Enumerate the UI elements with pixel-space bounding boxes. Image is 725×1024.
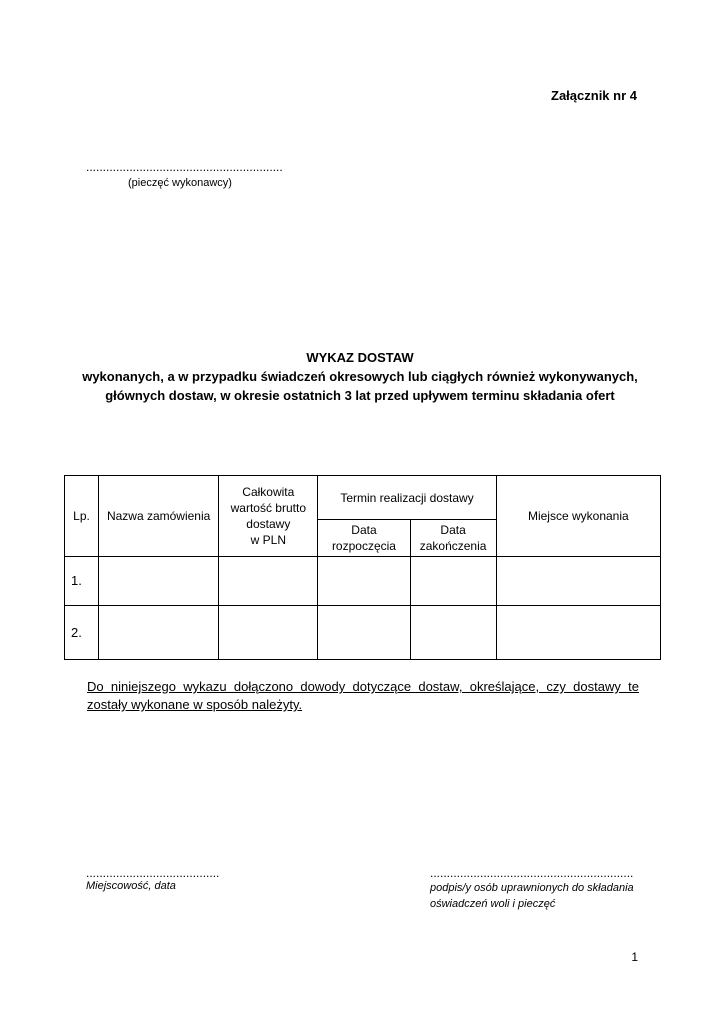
- signature-label: [430, 880, 670, 912]
- header-end-line: zakończenia: [419, 539, 487, 553]
- header-start-date: [318, 520, 410, 557]
- header-start-line: rozpoczęcia: [331, 539, 396, 553]
- header-lp: Lp.: [65, 476, 99, 557]
- row-lp: 2.: [65, 606, 99, 660]
- header-end-line: Data: [440, 523, 466, 537]
- row-place-cell[interactable]: [496, 557, 660, 606]
- header-end-date: [410, 520, 496, 557]
- row-name-cell[interactable]: [99, 606, 219, 660]
- header-delivery-term: Termin realizacji dostawy: [318, 476, 496, 520]
- attachment-label: Załącznik nr 4: [551, 88, 637, 103]
- header-order-name: Nazwa zamówienia: [99, 476, 219, 557]
- row-value-cell[interactable]: [219, 606, 318, 660]
- signature-label-line: podpis/y osób uprawnionych do składania: [430, 882, 634, 894]
- row-value-cell[interactable]: [219, 557, 318, 606]
- row-end-cell[interactable]: [410, 557, 496, 606]
- row-place-cell[interactable]: [496, 606, 660, 660]
- header-total-value-line: w PLN: [250, 533, 286, 547]
- title-line-1: WYKAZ DOSTAW: [306, 350, 414, 365]
- row-lp: 1.: [65, 557, 99, 606]
- table-row: [65, 557, 661, 606]
- header-total-value: [219, 476, 318, 557]
- title-line-2: wykonanych, a w przypadku świadczeń okresowych lub ciągłych również wykonywanych,: [82, 369, 638, 384]
- evidence-note: Do niniejszego wykazu dołączono dowody dotyczące dostaw, określające, czy dostawy te zostały wykonane w sposób należyty.: [87, 679, 639, 712]
- header-start-line: Data: [351, 523, 377, 537]
- row-start-cell[interactable]: [318, 557, 410, 606]
- row-end-cell[interactable]: [410, 606, 496, 660]
- deliveries-table: [64, 475, 661, 660]
- document-title: [60, 348, 660, 405]
- title-line-3: głównych dostaw, w okresie ostatnich 3 lat przed upływem terminu składania ofert: [105, 388, 615, 403]
- row-start-cell[interactable]: [318, 606, 410, 660]
- place-date-dotted-line: ........................................: [86, 866, 220, 880]
- row-name-cell[interactable]: [99, 557, 219, 606]
- table-row: [65, 606, 661, 660]
- signature-label-line: oświadczeń woli i pieczęć: [430, 898, 556, 910]
- page-number: 1: [631, 950, 638, 964]
- stamp-dotted-line: ...........................................................: [86, 160, 283, 174]
- header-total-value-line: wartość brutto: [230, 501, 306, 515]
- header-total-value-line: Całkowita: [242, 485, 295, 499]
- place-date-label: Miejscowość, data: [86, 880, 176, 892]
- stamp-label: (pieczęć wykonawcy): [128, 177, 232, 189]
- header-total-value-line: dostawy: [246, 517, 291, 531]
- header-place: Miejsce wykonania: [496, 476, 660, 557]
- signature-dotted-line: .............................................................: [430, 866, 634, 880]
